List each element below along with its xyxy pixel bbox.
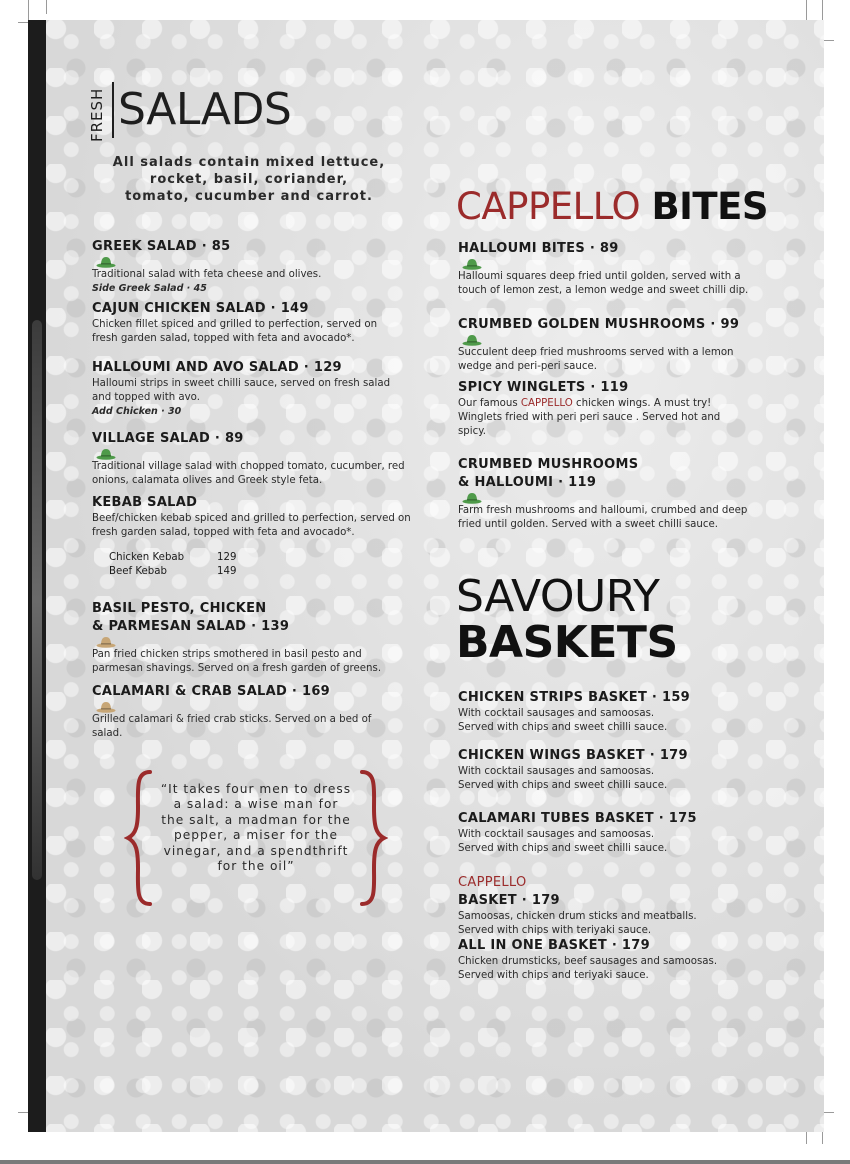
item-title-line: & PARMESAN SALAD · 139 [92,619,290,634]
left-brace-icon [124,768,156,908]
item-title: GREEK SALAD · 85 [92,239,231,254]
menu-item-halloumi-avo-salad [92,359,407,418]
menu-item-crumbed-mushrooms-halloumi [458,456,763,532]
section-title-baskets [456,571,678,668]
title-divider [112,82,114,138]
quote-line: a salad: a wise man for [173,797,339,812]
item-title-line: & HALLOUMI · 119 [458,475,597,490]
green-hat-icon [96,448,116,460]
quote-text [156,782,356,874]
item-description-line: Served with chips and sweet chilli sauce. [458,722,668,733]
heading-word-accent: CAPPELLO [456,185,641,228]
heading-line: SAVOURY [456,571,660,622]
item-description-line: Served with chips with teriyaki sauce. [458,925,652,936]
tan-hat-icon [96,701,116,713]
intro-line: tomato, cucumber and carrot. [125,189,373,204]
right-brace-icon [356,768,388,908]
quote-line: for the oil” [217,859,295,874]
item-title: HALLOUMI AND AVO SALAD · 129 [92,360,342,375]
item-description: Pan fried chicken strips smothered in basil pesto and parmesan shavings. Served on a fresh garden of greens. [92,649,382,674]
item-description: Halloumi strips in sweet chilli sauce, served on fresh salad and topped with avo. [92,378,391,403]
green-hat-icon [462,258,482,270]
tan-hat-icon [96,636,116,648]
item-title: CHICKEN STRIPS BASKET · 159 [458,690,691,705]
menu-item-greek-salad [92,238,422,295]
page-edge [0,1160,850,1164]
item-description: Grilled calamari & fried crab sticks. Served on a bed of salad. [92,714,372,739]
heading-word: BITES [651,185,769,228]
item-description-line: Chicken drumsticks, beef sausages and samoosas. [458,956,718,967]
menu-item-calamari-crab-salad [92,683,402,741]
menu-item-cajun-chicken-salad [92,300,402,346]
item-description: Our famous CAPPELLO chicken wings. A must try! Winglets fried with peri peri sauce . Served hot and spicy. [458,398,721,437]
kebab-option-price: 129 [217,552,237,563]
menu-item-spicy-winglets [458,379,748,439]
green-hat-icon [462,492,482,504]
menu-item-cappello-basket [458,874,758,938]
item-description: Succulent deep fried mushrooms served with a lemon wedge and peri-peri sauce. [458,347,734,372]
item-description-line: With cocktail sausages and samoosas. [458,829,655,840]
item-description-line: With cocktail sausages and samoosas. [458,766,655,777]
item-description: Traditional salad with feta cheese and olives. [92,269,322,280]
brand-name: CAPPELLO [458,875,527,890]
item-title: CALAMARI TUBES BASKET · 175 [458,811,697,826]
item-title: CRUMBED GOLDEN MUSHROOMS · 99 [458,317,740,332]
kebab-option-price: 149 [217,566,237,577]
item-extra: Side Greek Salad · 45 [92,283,207,294]
menu-item-chicken-strips-basket [458,689,758,735]
kebab-option-row [109,565,236,579]
menu-item-village-salad [92,430,407,488]
item-description-line: With cocktail sausages and samoosas. [458,708,655,719]
kebab-option-name: Chicken Kebab [109,552,185,563]
section-title-salads: SALADS [118,84,292,135]
menu-item-basil-pesto-salad [92,600,407,676]
intro-line: rocket, basil, coriander, [149,172,349,187]
crop-mark [46,0,47,14]
item-description-line: Served with chips and teriyaki sauce. [458,970,649,981]
green-hat-icon [462,334,482,346]
menu-item-halloumi-bites [458,240,758,298]
item-title: CAJUN CHICKEN SALAD · 149 [92,301,309,316]
section-title-bites [456,184,768,230]
menu-item-kebab-salad [92,494,417,540]
item-title: HALLOUMI BITES · 89 [458,241,619,256]
quote-line: vinegar, and a spendthrift [163,843,349,858]
heading-line: BASKETS [456,617,678,668]
menu-item-crumbed-golden-mushrooms [458,316,758,374]
menu-item-calamari-tubes-basket [458,810,758,856]
item-description: Traditional village salad with chopped tomato, cucumber, red onions, calamata olives and Greek style feta. [92,461,405,486]
section-label-fresh: FRESH [88,87,106,143]
item-title: ALL IN ONE BASKET · 179 [458,938,650,953]
menu-item-all-in-one-basket [458,937,768,983]
item-extra: Add Chicken · 30 [92,406,182,417]
item-title: SPICY WINGLETS · 119 [458,380,629,395]
crop-mark [806,0,807,22]
bleed-photo-edge [28,20,46,1132]
green-hat-icon [96,256,116,268]
crop-mark [822,0,823,22]
item-description-line: Served with chips and sweet chilli sauce. [458,843,668,854]
kebab-option-name: Beef Kebab [109,566,167,577]
kebab-option-row [109,551,236,565]
item-description: Beef/chicken kebab spiced and grilled to perfection, served on fresh garden salad, topped with feta and avocado*. [92,513,411,538]
item-description: Farm fresh mushrooms and halloumi, crumbed and deep fried until golden. Served with a sweet chilli sauce. [458,505,748,530]
item-description: Chicken fillet spiced and grilled to perfection, served on fresh garden salad, topped with feta and avocado*. [92,319,378,344]
quote-line: “It takes four men to dress [160,782,352,796]
item-description: Halloumi squares deep fried until golden, served with a touch of lemon zest, a lemon wedge and sweet chilli dip. [458,271,749,296]
item-description-line: Served with chips and sweet chilli sauce. [458,780,668,791]
item-title-line: BASIL PESTO, CHICKEN [92,601,267,616]
item-title: BASKET · 179 [458,893,560,908]
item-title: CALAMARI & CRAB SALAD · 169 [92,684,331,699]
salads-intro [100,154,398,205]
item-title: VILLAGE SALAD · 89 [92,431,244,446]
item-title: CHICKEN WINGS BASKET · 179 [458,748,688,763]
kebab-options [109,551,236,579]
quote-line: the salt, a madman for the [161,812,351,827]
item-title: KEBAB SALAD [92,495,198,510]
crop-mark [28,0,29,22]
salad-quote [124,768,388,908]
menu-item-chicken-wings-basket [458,747,758,793]
intro-line: All salads contain mixed lettuce, [112,155,386,170]
item-title-line: CRUMBED MUSHROOMS [458,457,639,472]
brand-name: CAPPELLO [520,398,573,409]
item-description-line: Samoosas, chicken drum sticks and meatballs. [458,911,697,922]
quote-line: pepper, a miser for the [174,828,338,843]
